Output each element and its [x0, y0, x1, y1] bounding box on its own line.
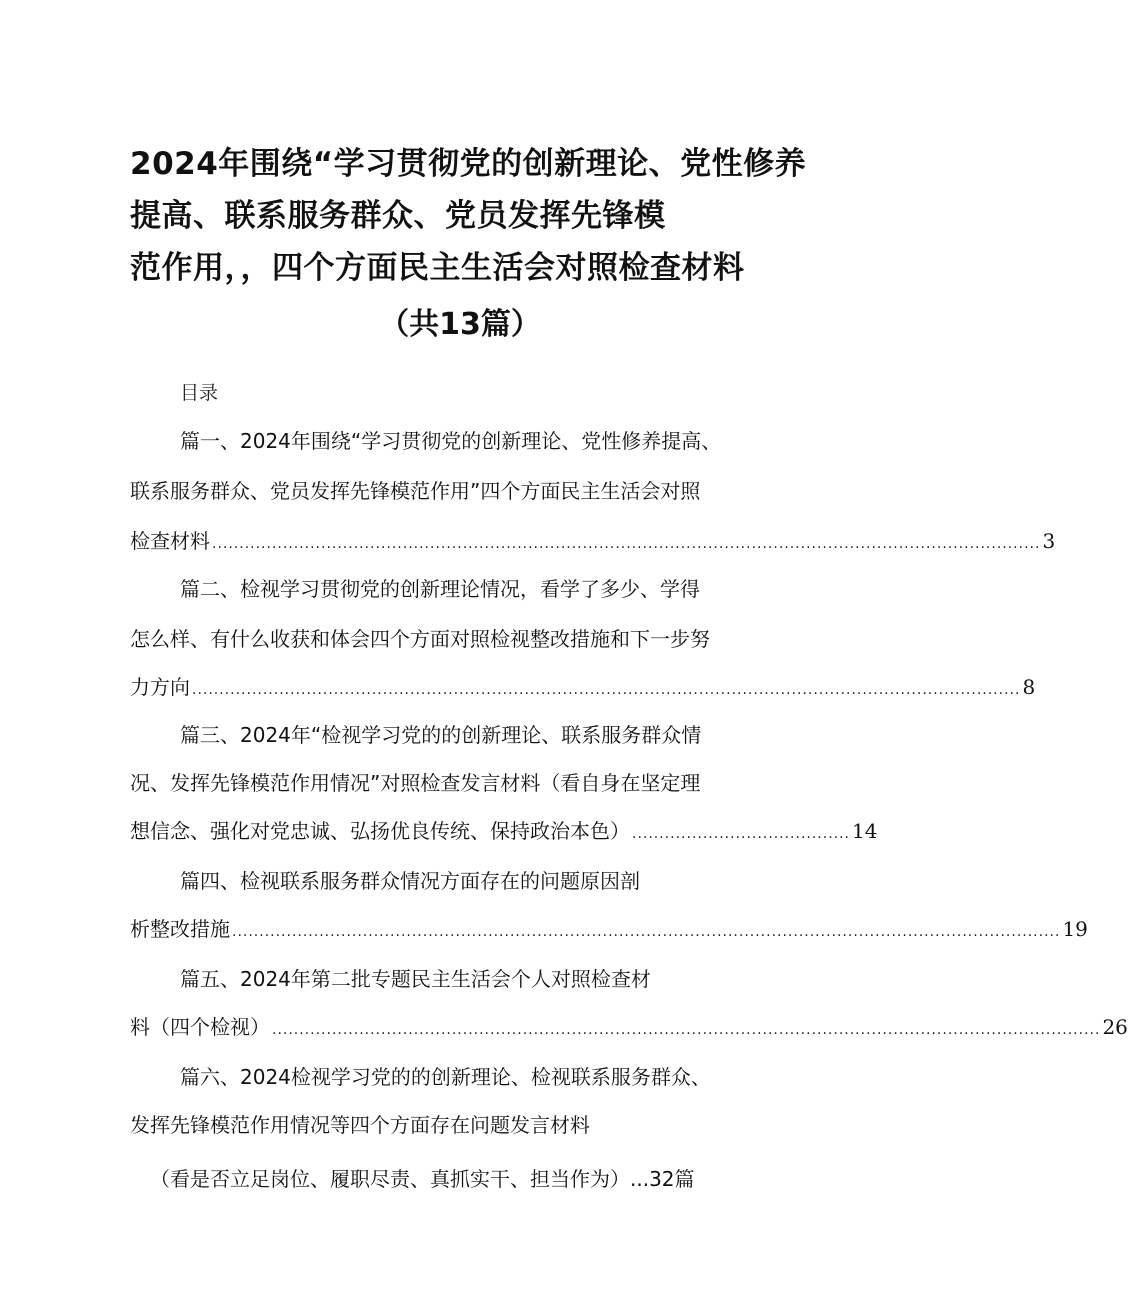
- toc-entry-1-line-3: 检查材料: [130, 529, 210, 553]
- toc-entry-6-line-2[interactable]: 发挥先锋模范作用情况等四个方面存在问题发言材料: [130, 1113, 590, 1137]
- toc-entry-1-line-1[interactable]: 篇一、2024年围绕“学习贯彻党的创新理论、党性修养提高、: [180, 429, 722, 453]
- toc-entry-1-page: 3: [1042, 529, 1056, 553]
- toc-entry-3-page: 14: [852, 819, 878, 843]
- leader-dots: ........................................: [632, 826, 851, 842]
- toc-entry-3-leader[interactable]: [130, 816, 878, 846]
- title-line-2: 提高、联系服务群众、党员发挥先锋模: [130, 198, 666, 234]
- toc-entry-5-page: 26: [1102, 1015, 1128, 1039]
- toc-entry-3-line-3: 想信念、强化对党忠诚、弘扬优良传统、保持政治本色）: [130, 819, 630, 843]
- toc-entry-4-line-1[interactable]: 篇四、检视联系服务群众情况方面存在的问题原因剖: [180, 869, 640, 893]
- leader-dots: ........................................................................................................................................................: [232, 924, 1061, 940]
- toc-entry-2-page: 8: [1022, 675, 1036, 699]
- leader-dots: ........................................................................................................................................................: [272, 1022, 1101, 1038]
- toc-entry-1-leader[interactable]: [130, 526, 1056, 556]
- leader-dots: ........................................................................................................................................................: [192, 682, 1021, 698]
- toc-entry-3-line-2[interactable]: 况、发挥先锋模范作用情况”对照检查发言材料（看自身在坚定理: [130, 771, 701, 795]
- toc-entry-5-line-1[interactable]: 篇五、2024年第二批专题民主生活会个人对照检查材: [180, 967, 651, 991]
- toc-entry-1-line-2[interactable]: 联系服务群众、党员发挥先锋模范作用”四个方面民主生活会对照: [130, 479, 701, 503]
- toc-entry-2-leader[interactable]: [130, 672, 1036, 702]
- leader-dots: ........................................................................................................................................................: [212, 536, 1041, 552]
- toc-entry-2-line-2[interactable]: 怎么样、有什么收获和体会四个方面对照检视整改措施和下一步努: [130, 627, 710, 651]
- toc-entry-4-leader[interactable]: [130, 914, 1088, 944]
- toc-entry-4-line-2: 析整改措施: [130, 917, 230, 941]
- toc-entry-6-line-3[interactable]: （看是否立足岗位、履职尽责、真抓实干、担当作为）...32篇: [150, 1167, 695, 1191]
- toc-entry-3-line-1[interactable]: 篇三、2024年“检视学习党的的创新理论、联系服务群众情: [180, 723, 702, 747]
- toc-heading: 目录: [180, 382, 219, 404]
- toc-entry-2-line-1[interactable]: 篇二、检视学习贯彻党的创新理论情况，看学了多少、学得: [180, 577, 700, 601]
- toc-entry-2-line-3: 力方向: [130, 675, 190, 699]
- toc-entry-4-page: 19: [1062, 917, 1088, 941]
- title-line-1: 2024年围绕“学习贯彻党的创新理论、党性修养: [130, 146, 807, 182]
- toc-entry-5-leader[interactable]: [130, 1012, 1128, 1042]
- toc-entry-5-line-2: 料（四个检视）: [130, 1015, 270, 1039]
- toc-entry-6-line-1[interactable]: 篇六、2024检视学习党的的创新理论、检视联系服务群众、: [180, 1065, 711, 1089]
- title-line-3: 范作用，，四个方面民主生活会对照检查材料: [130, 250, 745, 286]
- article-count: （共13篇）: [379, 307, 541, 342]
